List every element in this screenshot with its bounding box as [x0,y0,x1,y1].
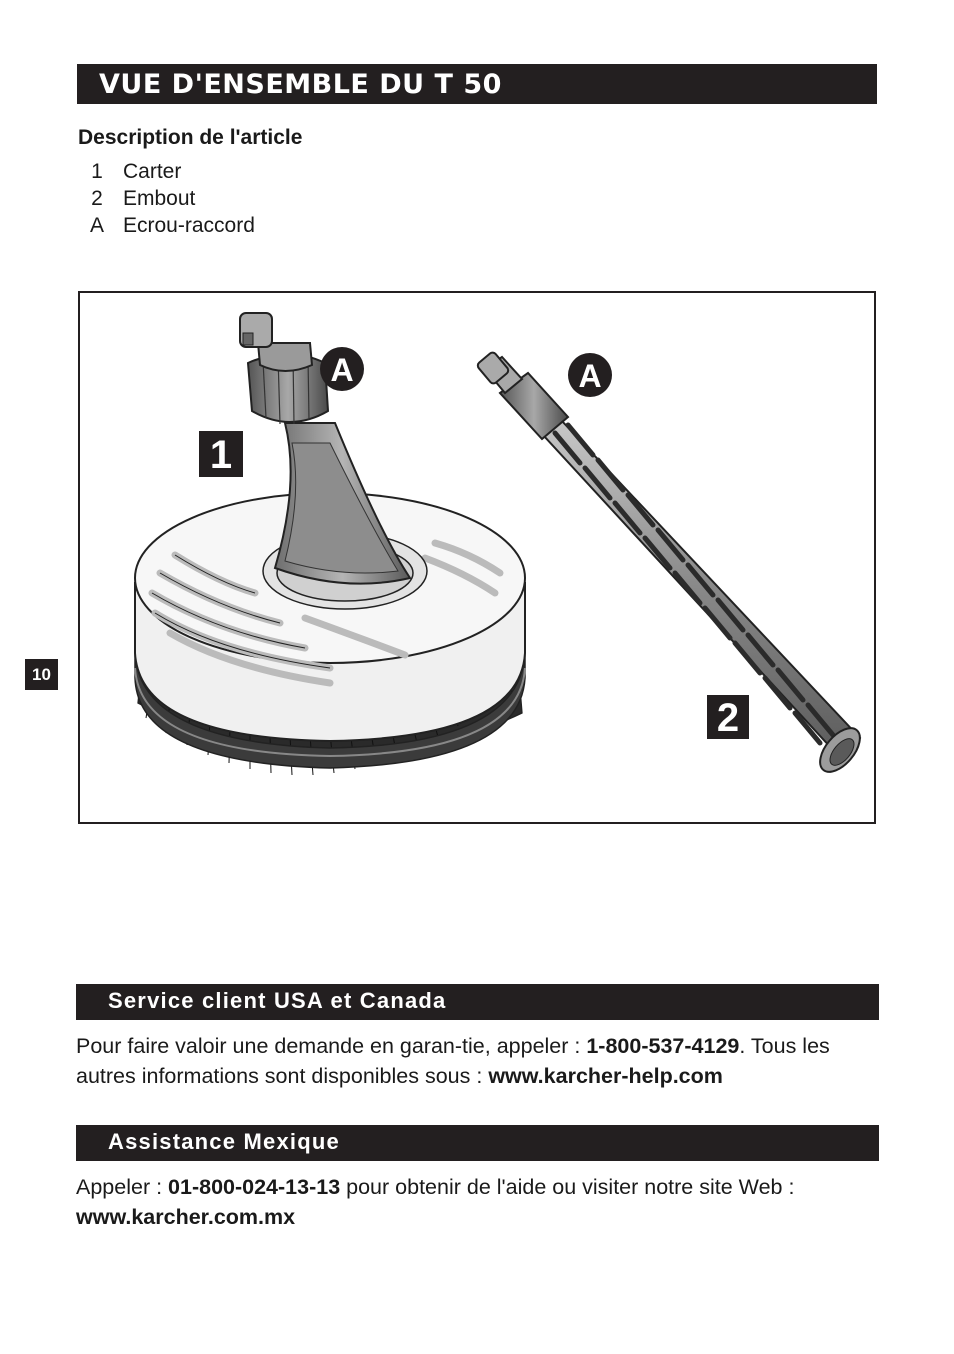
item-key: A [89,214,104,237]
service-usa-text-2: . Tous les autres informations sont disponibles sous : [76,1034,830,1088]
assistance-mexique-url: www.karcher.com.mx [76,1205,296,1229]
item-key: 2 [91,187,103,210]
nozzle-wand [476,351,867,779]
service-usa-title-bar [76,984,879,1020]
callout-a-right [568,353,612,397]
callout-a-right-label: A [578,358,602,394]
assistance-mexique-title: Assistance Mexique [108,1129,340,1154]
callout-1-label: 1 [209,433,233,477]
callout-2 [707,695,749,740]
section-title-bar [77,64,877,104]
item-label: Ecrou-raccord [123,214,255,237]
callout-2-label: 2 [716,696,740,740]
item-key: 1 [91,160,103,183]
assistance-mexique-text-1: Appeler : [76,1175,169,1199]
product-illustration [78,291,876,824]
service-usa-paragraph [76,1031,876,1091]
service-usa-title: Service client USA et Canada [108,988,447,1013]
page-number: 10 [25,659,58,690]
item-label: Embout [123,187,196,210]
callout-1 [199,431,243,477]
product-illustration-svg [80,293,874,822]
callout-a-left [320,347,364,391]
assistance-mexique-title-bar [76,1125,879,1161]
callout-a-left-label: A [330,352,354,388]
assistance-mexique-phone: 01-800-024-13-13 [168,1175,341,1199]
service-usa-text-1: Pour faire valoir une demande en garan-tie, appeler : [76,1034,587,1058]
section-title: VUE D'ENSEMBLE DU T 50 [99,69,502,100]
assistance-mexique-paragraph [76,1172,876,1232]
assistance-mexique-text-2: pour obtenir de l'aide ou visiter notre site Web : [340,1175,795,1199]
service-usa-url: www.karcher-help.com [488,1064,723,1088]
description-heading: Description de l'article [78,126,303,149]
service-usa-phone: 1-800-537-4129 [586,1034,740,1058]
item-label: Carter [123,160,182,183]
